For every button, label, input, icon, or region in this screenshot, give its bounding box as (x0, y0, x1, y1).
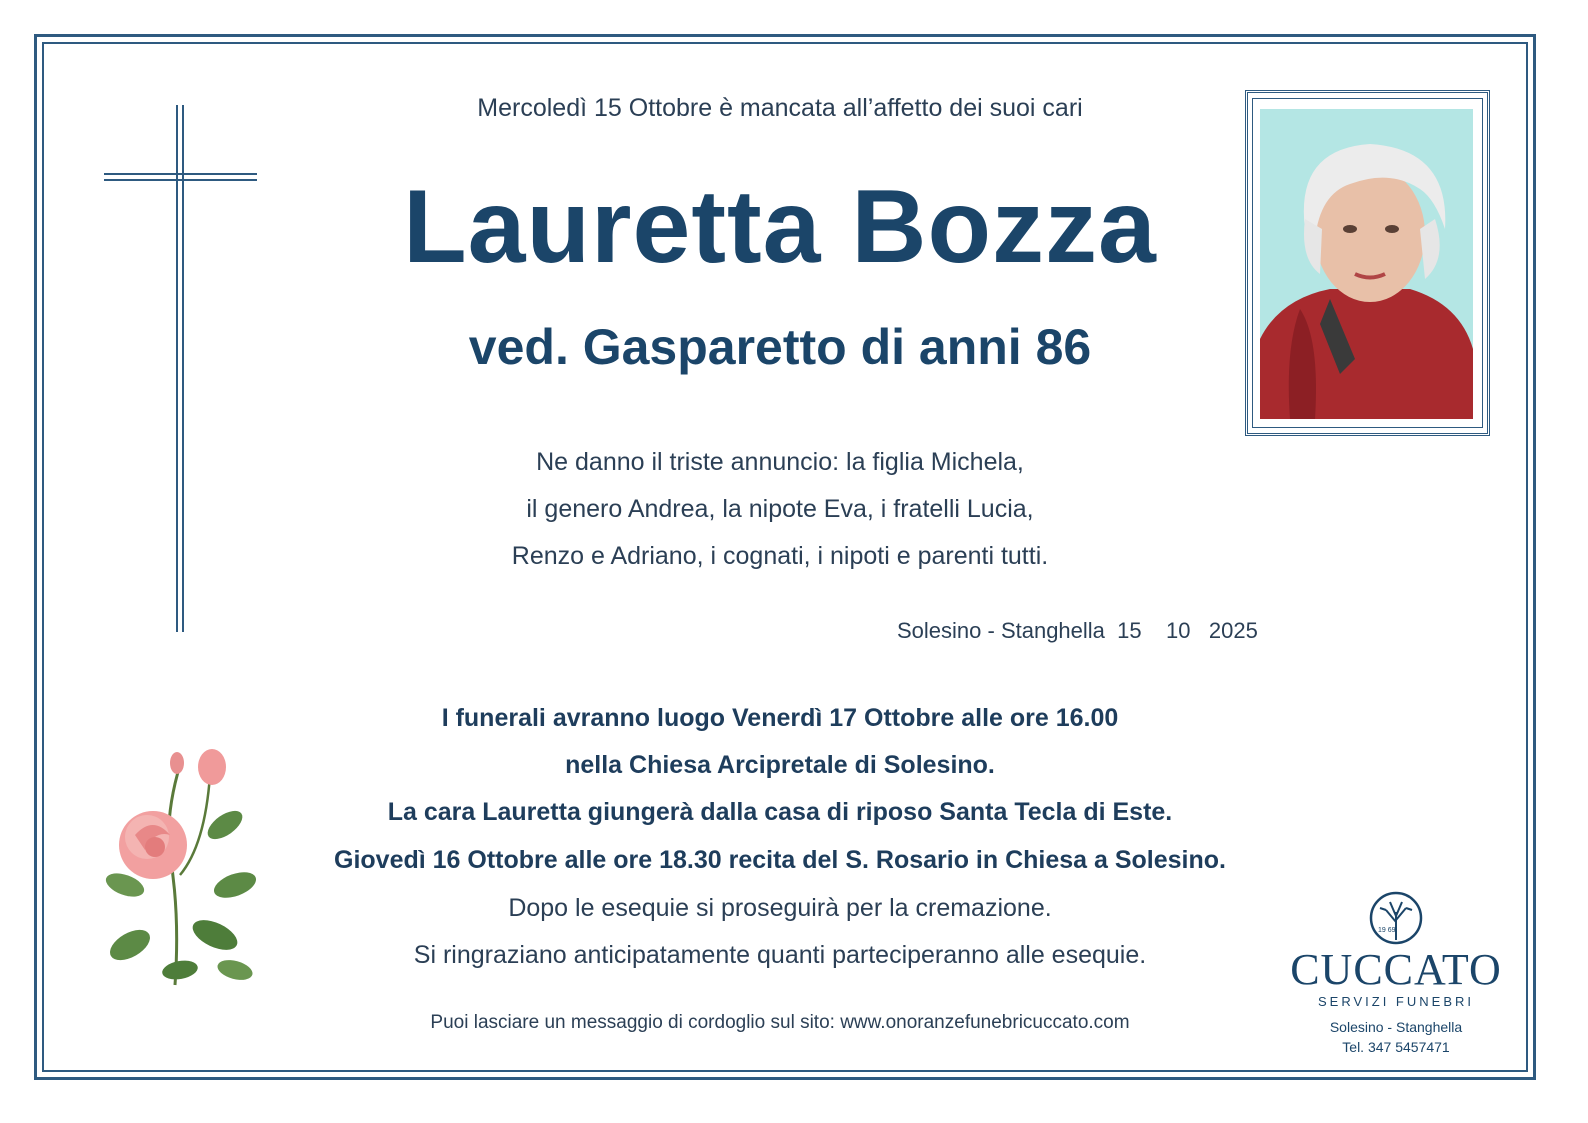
place-date: Solesino - Stanghella 15 10 2025 (897, 618, 1258, 643)
family-line: Ne danno il triste annuncio: la figlia Michela, (536, 448, 1024, 476)
funeral-home-logo (1290, 890, 1502, 1055)
closing-line: Si ringraziano anticipatamente quanti parteciperanno alle esequie. (413, 941, 1147, 969)
logo-phone: Tel. 347 5457471 (1342, 1039, 1450, 1055)
logo-name: CUCCATO (1290, 945, 1502, 994)
funeral-line: Giovedì 16 Ottobre alle ore 18.30 recita del S. Rosario in Chiesa a Solesino. (334, 846, 1226, 874)
portrait-photo (1260, 109, 1473, 419)
funeral-line: La cara Lauretta giungerà dalla casa di riposo Santa Tecla di Este. (387, 798, 1173, 826)
closing-line: Dopo le esequie si proseguirà per la cremazione. (508, 894, 1052, 922)
tree-logo-icon (1368, 890, 1424, 946)
intro-text: Mercoledì 15 Ottobre è mancata all’affetto dei suoi cari (477, 94, 1083, 122)
funeral-line: nella Chiesa Arcipretale di Solesino. (565, 751, 995, 779)
family-line: Renzo e Adriano, i cognati, i nipoti e parenti tutti. (511, 542, 1049, 570)
funeral-line: I funerali avranno luogo Venerdì 17 Ottobre alle ore 16.00 (441, 704, 1119, 732)
logo-subtitle: SERVIZI FUNEBRI (1317, 994, 1474, 1009)
website-note: Puoi lasciare un messaggio di cordoglio sul sito: www.onoranzefunebricuccato.com (430, 1012, 1130, 1033)
family-line: il genero Andrea, la nipote Eva, i fratelli Lucia, (526, 495, 1034, 523)
deceased-name: Lauretta Bozza (403, 169, 1157, 285)
rose-illustration (85, 735, 270, 990)
deceased-subtitle: ved. Gasparetto di anni 86 (468, 319, 1092, 375)
logo-year: 19 69 (1378, 927, 1396, 934)
logo-location: Solesino - Stanghella (1329, 1019, 1463, 1035)
